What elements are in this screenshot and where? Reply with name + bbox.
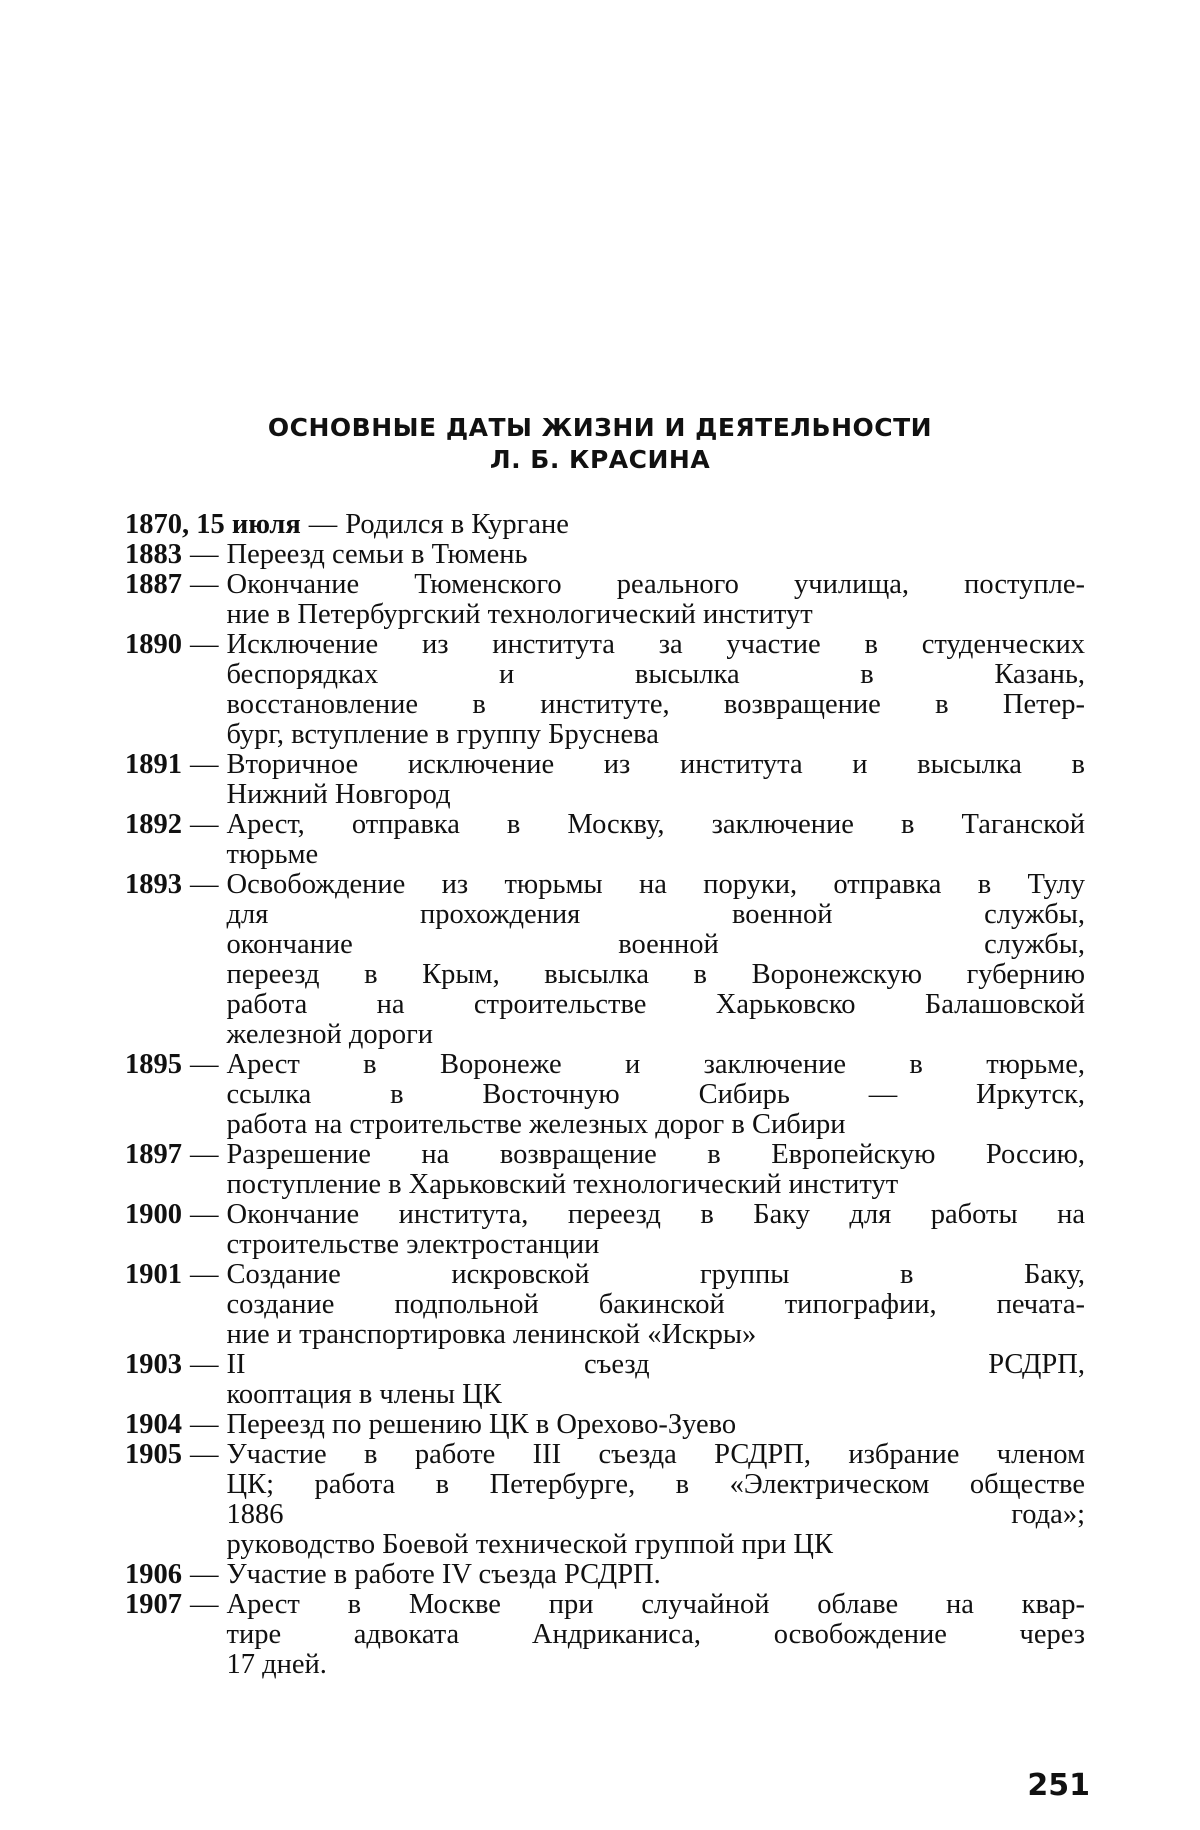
- chronology-entry: [125, 810, 1085, 870]
- entry-dash: —: [190, 1409, 219, 1440]
- entry-text-line: Вторичное исключение из института и высылка в: [226, 749, 1085, 780]
- entry-text-line: окончание военной службы,: [226, 929, 1085, 960]
- entry-text-line: руководство Боевой технической группой при ЦК: [226, 1529, 833, 1560]
- entry-text: [227, 1350, 1086, 1410]
- entry-text-line: Арест в Москве при случайной облаве на квар-: [226, 1589, 1085, 1620]
- chronology-entry: [125, 540, 1085, 570]
- entry-text: [227, 810, 1086, 870]
- entry-text-line: железной дороги: [226, 1019, 434, 1050]
- page-title: [0, 412, 1200, 476]
- chronology-list: [125, 510, 1085, 1680]
- entry-text-line: Переезд семьи в Тюмень: [226, 539, 528, 570]
- entry-text: [227, 1590, 1086, 1680]
- entry-dash: —: [190, 749, 219, 780]
- entry-text-line: тюрьме: [226, 839, 319, 870]
- entry-date: 1890: [125, 629, 182, 660]
- entry-text-line: ние в Петербургский технологический институт: [226, 599, 813, 630]
- chronology-entry: [125, 1590, 1085, 1680]
- entry-date: 1907: [125, 1589, 182, 1620]
- entry-text: [227, 1560, 1086, 1590]
- chronology-entry: [125, 570, 1085, 630]
- title-line-1: ОСНОВНЫЕ ДАТЫ ЖИЗНИ И ДЕЯТЕЛЬНОСТИ: [267, 413, 933, 442]
- chronology-entry: [125, 1560, 1085, 1590]
- entry-text: [227, 750, 1086, 810]
- entry-date: 1903: [125, 1349, 182, 1380]
- entry-text-line: Нижний Новгород: [226, 779, 451, 810]
- entry-dash: —: [190, 629, 219, 660]
- entry-text: [227, 1410, 1086, 1440]
- chronology-entry: [125, 1410, 1085, 1440]
- entry-text-line: работа на строительстве железных дорог в Сибири: [226, 1109, 846, 1140]
- entry-text: [227, 1140, 1086, 1200]
- entry-date: 1900: [125, 1199, 182, 1230]
- entry-text-line: Арест, отправка в Москву, заключение в Таганской: [226, 809, 1085, 840]
- entry-dash: —: [190, 1139, 219, 1170]
- entry-text-line: 1886 года»;: [226, 1499, 1085, 1530]
- chronology-entry: [125, 1350, 1085, 1410]
- entry-date: 1883: [125, 539, 182, 570]
- entry-text-line: строительстве электростанции: [226, 1229, 600, 1260]
- entry-text-line: поступление в Харьковский технологический институт: [226, 1169, 899, 1200]
- entry-text-line: Окончание института, переезд в Баку для работы на: [226, 1199, 1085, 1230]
- entry-text-line: беспорядках и высылка в Казань,: [226, 659, 1085, 690]
- chronology-entry: [125, 630, 1085, 750]
- entry-date: 1901: [125, 1259, 182, 1290]
- entry-dash: —: [190, 1559, 219, 1590]
- entry-text-line: кооптация в члены ЦК: [226, 1379, 502, 1410]
- entry-text-line: Арест в Воронеже и заключение в тюрьме,: [226, 1049, 1085, 1080]
- entry-text-line: Освобождение из тюрьмы на поруки, отправка в Тулу: [226, 869, 1085, 900]
- chronology-entry: [125, 750, 1085, 810]
- entry-text-line: ссылка в Восточную Сибирь — Иркутск,: [226, 1079, 1085, 1110]
- entry-date: 1906: [125, 1559, 182, 1590]
- entry-date: 1893: [125, 869, 182, 900]
- entry-dash: —: [190, 1199, 219, 1230]
- entry-date: 1892: [125, 809, 182, 840]
- title-line-2: Л. Б. КРАСИНА: [489, 445, 711, 474]
- chronology-entry: [125, 510, 1085, 540]
- entry-text-line: Родился в Кургане: [345, 509, 569, 540]
- entry-text-line: Участие в работе IV съезда РСДРП.: [226, 1559, 661, 1590]
- entry-dash: —: [190, 539, 219, 570]
- entry-text: [227, 1260, 1086, 1350]
- entry-text: [227, 1200, 1086, 1260]
- entry-text-line: тире адвоката Андриканиса, освобождение через: [226, 1619, 1085, 1650]
- entry-date: 1870, 15 июля: [125, 509, 301, 540]
- entry-dash: —: [190, 1259, 219, 1290]
- chronology-entry: [125, 870, 1085, 1050]
- entry-text: [227, 1440, 1086, 1560]
- entry-dash: —: [308, 509, 338, 540]
- entry-text-line: Участие в работе III съезда РСДРП, избрание членом: [226, 1439, 1085, 1470]
- entry-text-line: II съезд РСДРП,: [226, 1349, 1085, 1380]
- chronology-entry: [125, 1260, 1085, 1350]
- entry-date: 1904: [125, 1409, 182, 1440]
- entry-text: [227, 870, 1086, 1050]
- entry-dash: —: [190, 869, 219, 900]
- chronology-entry: [125, 1200, 1085, 1260]
- chronology-entry: [125, 1140, 1085, 1200]
- entry-text: [227, 540, 1086, 570]
- entry-text-line: ние и транспортировка ленинской «Искры»: [226, 1319, 757, 1350]
- entry-text-line: 17 дней.: [226, 1649, 327, 1680]
- entry-text-line: Исключение из института за участие в студенческих: [226, 629, 1085, 660]
- entry-text-line: создание подпольной бакинской типографии, печата-: [226, 1289, 1085, 1320]
- page-number: 251: [1027, 1768, 1090, 1803]
- chronology-entry: [125, 1440, 1085, 1560]
- entry-text: [345, 510, 1085, 540]
- entry-dash: —: [190, 569, 219, 600]
- entry-text: [227, 630, 1086, 750]
- entry-dash: —: [190, 1589, 219, 1620]
- entry-text-line: работа на строительстве Харьковско Балашовской: [226, 989, 1085, 1020]
- entry-dash: —: [190, 809, 219, 840]
- entry-dash: —: [190, 1439, 219, 1470]
- entry-date: 1897: [125, 1139, 182, 1170]
- entry-text-line: ЦК; работа в Петербурге, в «Электрическом обществе: [226, 1469, 1085, 1500]
- entry-text-line: Окончание Тюменского реального училища, поступле-: [226, 569, 1085, 600]
- entry-text-line: Переезд по решению ЦК в Орехово-Зуево: [226, 1409, 737, 1440]
- entry-text-line: восстановление в институте, возвращение в Петер-: [226, 689, 1085, 720]
- entry-date: 1891: [125, 749, 182, 780]
- entry-text-line: бург, вступление в группу Бруснева: [226, 719, 659, 750]
- entry-date: 1895: [125, 1049, 182, 1080]
- entry-dash: —: [190, 1349, 219, 1380]
- entry-text-line: Создание искровской группы в Баку,: [226, 1259, 1085, 1290]
- entry-date: 1905: [125, 1439, 182, 1470]
- entry-text-line: переезд в Крым, высылка в Воронежскую губернию: [226, 959, 1085, 990]
- entry-text-line: для прохождения военной службы,: [226, 899, 1085, 930]
- entry-text: [227, 570, 1086, 630]
- chronology-entry: [125, 1050, 1085, 1140]
- entry-text: [227, 1050, 1086, 1140]
- entry-text-line: Разрешение на возвращение в Европейскую Россию,: [226, 1139, 1085, 1170]
- entry-date: 1887: [125, 569, 182, 600]
- entry-dash: —: [190, 1049, 219, 1080]
